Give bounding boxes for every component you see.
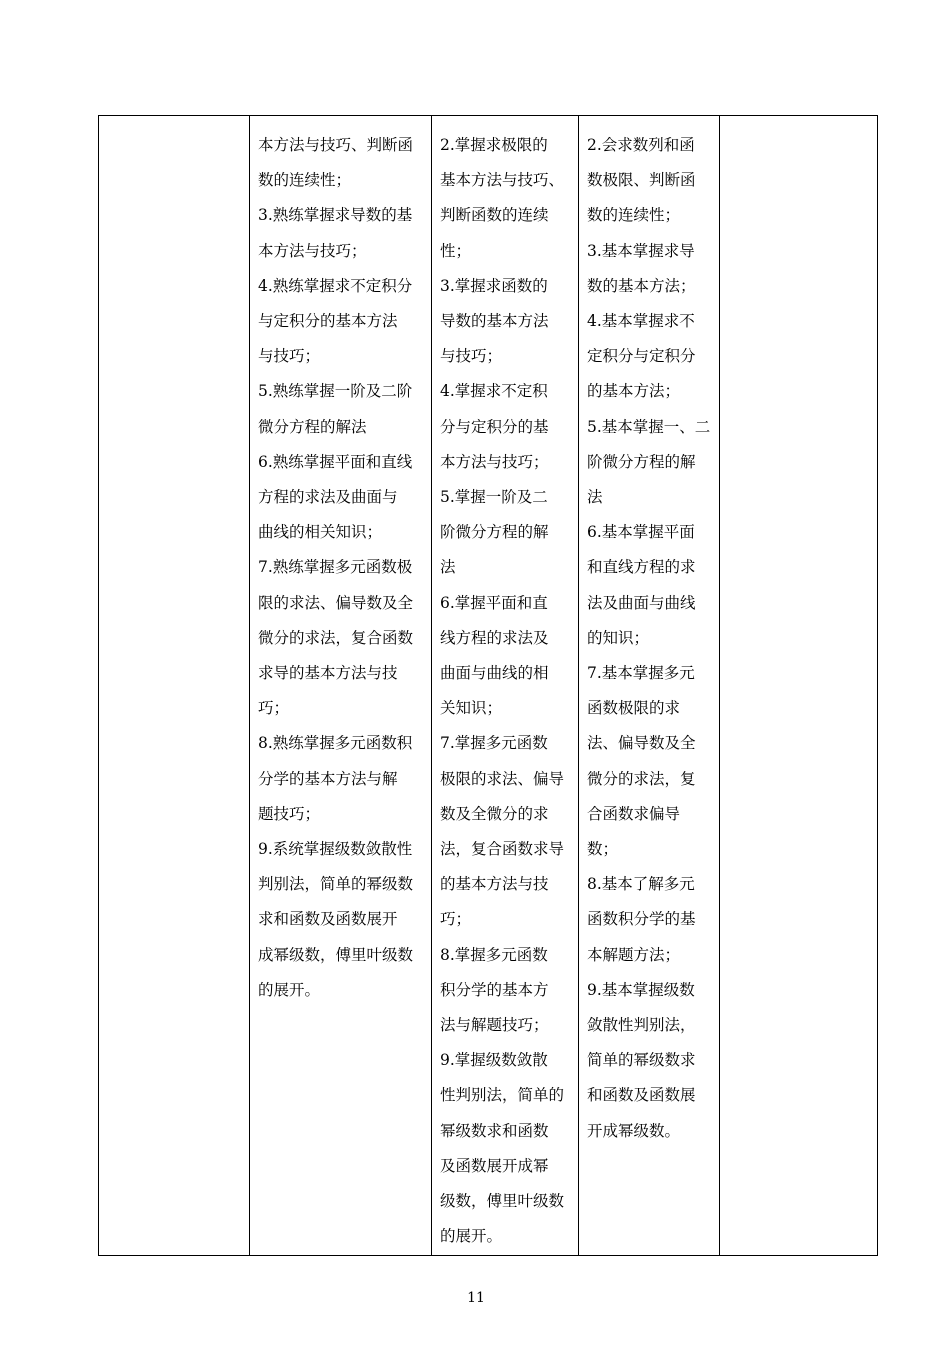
- cell-line: 法及曲面与曲线: [587, 593, 696, 612]
- cell-line: 法与解题技巧；: [440, 1016, 549, 1035]
- cell-line: 3.掌握求函数的: [440, 276, 548, 295]
- col-e-cell: [720, 116, 878, 1256]
- cell-line: 函数极限的求: [587, 699, 681, 718]
- cell-line: 本方法与技巧；: [440, 452, 549, 471]
- cell-line: 3.熟练掌握求导数的基: [258, 206, 413, 225]
- cell-line: 的展开。: [440, 1227, 503, 1246]
- cell-line: 微分的求法，复合函数: [258, 628, 414, 647]
- cell-line: 9.基本掌握级数: [587, 980, 695, 999]
- cell-line: 本方法与技巧、判断函: [258, 136, 414, 154]
- col-c-cell: [432, 116, 579, 1256]
- cell-line: 曲线的相关知识；: [258, 523, 383, 542]
- cell-line: 法: [587, 488, 603, 507]
- cell-line: 巧；: [258, 699, 290, 718]
- syllabus-table: [98, 115, 878, 1256]
- cell-line: 数的基本方法；: [587, 276, 696, 295]
- cell-line: 微分方程的解法: [258, 417, 367, 436]
- cell-line: 判别法，简单的幂级数: [258, 875, 414, 894]
- page-number: 11: [467, 1290, 485, 1306]
- cell-line: 7.掌握多元函数: [440, 734, 548, 753]
- cell-line: 法、偏导数及全: [587, 734, 696, 753]
- cell-line: 4.掌握求不定积: [440, 382, 548, 401]
- cell-line: 级数，傅里叶级数: [440, 1192, 565, 1211]
- cell-line: 5.基本掌握一、二: [587, 417, 711, 436]
- cell-line: 数的连续性；: [258, 171, 352, 190]
- cell-line: 8.基本了解多元: [587, 875, 695, 894]
- cell-line: 8.熟练掌握多元函数积: [258, 734, 413, 753]
- cell-line: 及函数展开成幂: [440, 1156, 549, 1175]
- cell-line: 简单的幂级数求: [587, 1051, 696, 1070]
- col-d-cell: [579, 116, 720, 1256]
- cell-line: 本解题方法；: [587, 945, 681, 964]
- cell-line: 函数积分学的基: [587, 910, 696, 929]
- cell-line: 微分的求法，复: [587, 769, 696, 788]
- cell-line: 积分学的基本方: [440, 980, 549, 999]
- cell-line: 法，复合函数求导: [440, 840, 565, 859]
- cell-line: 9.系统掌握级数敛散性: [258, 840, 413, 859]
- cell-line: 数；: [587, 840, 619, 859]
- cell-line: 定积分与定积分: [587, 347, 696, 366]
- cell-line: 7.基本掌握多元: [587, 664, 695, 683]
- cell-line: 的基本方法；: [587, 382, 681, 401]
- cell-line: 求导的基本方法与技: [258, 664, 398, 683]
- cell-line: 和直线方程的求: [587, 558, 696, 577]
- cell-line: 2.掌握求极限的: [440, 136, 548, 154]
- cell-line: 性；: [440, 241, 472, 260]
- cell-line: 巧；: [440, 910, 472, 929]
- cell-line: 题技巧；: [258, 804, 321, 823]
- cell-line: 7.熟练掌握多元函数极: [258, 558, 413, 577]
- cell-line: 导数的基本方法: [440, 312, 549, 331]
- cell-line: 阶微分方程的解: [587, 452, 696, 471]
- cell-line: 基本方法与技巧、: [440, 171, 565, 190]
- cell-line: 4.基本掌握求不: [587, 312, 695, 331]
- cell-line: 6.掌握平面和直: [440, 593, 548, 612]
- cell-line: 限的求法、偏导数及全: [258, 593, 414, 612]
- cell-line: 判断函数的连续: [440, 206, 549, 225]
- cell-line: 8.掌握多元函数: [440, 945, 548, 964]
- cell-line: 曲面与曲线的相: [440, 664, 549, 683]
- cell-line: 求和函数及函数展开: [258, 910, 398, 929]
- cell-line: 6.基本掌握平面: [587, 523, 695, 542]
- cell-line: 和函数及函数展: [587, 1086, 696, 1105]
- cell-line: 方程的求法及曲面与: [258, 488, 398, 507]
- cell-line: 2.会求数列和函: [587, 136, 695, 154]
- cell-line: 极限的求法、偏导: [440, 769, 565, 788]
- cell-line: 性判别法，简单的: [440, 1086, 565, 1105]
- cell-line: 与定积分的基本方法: [258, 312, 398, 331]
- cell-line: 幂级数求和函数: [440, 1121, 549, 1140]
- cell-line: 的展开。: [258, 980, 321, 999]
- table-row: [99, 116, 878, 1256]
- cell-line: 法: [440, 558, 456, 577]
- cell-line: 9.掌握级数敛散: [440, 1051, 548, 1070]
- cell-line: 的知识；: [587, 628, 650, 647]
- cell-line: 与技巧；: [440, 347, 503, 366]
- cell-line: 6.熟练掌握平面和直线: [258, 452, 413, 471]
- cell-line: 合函数求偏导: [587, 804, 681, 823]
- cell-line: 数的连续性；: [587, 206, 681, 225]
- cell-line: 数极限、判断函: [587, 171, 696, 190]
- cell-line: 开成幂级数。: [587, 1121, 681, 1140]
- cell-line: 分学的基本方法与解: [258, 769, 398, 788]
- cell-line: 阶微分方程的解: [440, 523, 549, 542]
- cell-line: 本方法与技巧；: [258, 241, 367, 260]
- col-b-cell: [250, 116, 432, 1256]
- cell-line: 敛散性判别法，: [587, 1016, 696, 1035]
- cell-line: 成幂级数，傅里叶级数: [258, 945, 414, 964]
- cell-line: 关知识；: [440, 699, 503, 718]
- cell-line: 4.熟练掌握求不定积分: [258, 276, 413, 295]
- cell-line: 与技巧；: [258, 347, 321, 366]
- cell-line: 线方程的求法及: [440, 628, 549, 647]
- cell-line: 数及全微分的求: [440, 804, 549, 823]
- col-a-cell: [99, 116, 250, 1256]
- cell-line: 的基本方法与技: [440, 875, 549, 894]
- cell-line: 5.熟练掌握一阶及二阶: [258, 382, 413, 401]
- cell-line: 5.掌握一阶及二: [440, 488, 548, 507]
- cell-line: 3.基本掌握求导: [587, 241, 695, 260]
- cell-line: 分与定积分的基: [440, 417, 549, 436]
